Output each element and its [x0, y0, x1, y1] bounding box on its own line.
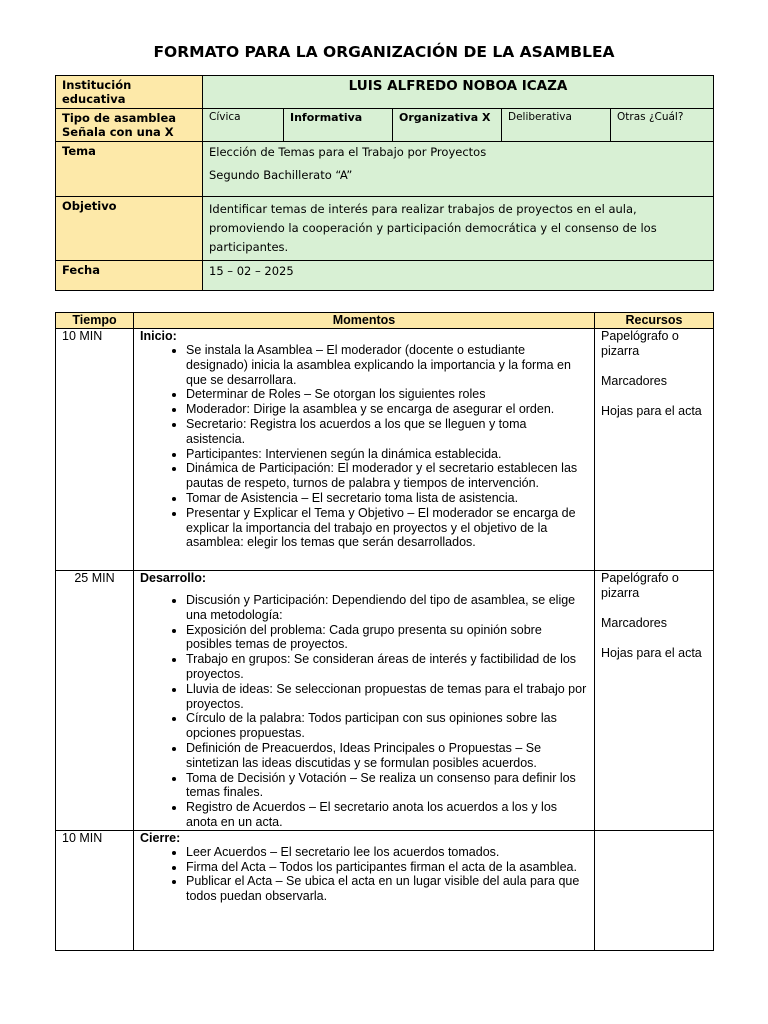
resource-item: Hojas para el acta	[601, 646, 702, 660]
list-item: • Publicar el Acta – Se ubica el acta en un lugar visible del aula para que todos puedan observarla.	[186, 874, 588, 904]
moments-cell	[134, 830, 595, 950]
header-moments: Momentos	[134, 313, 595, 329]
list-item: • Se instala la Asamblea – El moderador (docente o estudiante designado) inicia la asamblea explicando la importancia y la forma en que se desarrollara.	[186, 343, 588, 387]
resources-cell	[595, 329, 714, 571]
list-item: • Trabajo en grupos: Se consideran áreas de interés y factibilidad de los proyectos.	[186, 652, 588, 682]
resource-item: Papelógrafo o pizarra	[601, 571, 679, 600]
topic-line-2: Segundo Bachillerato “A”	[209, 168, 353, 182]
topic-line-1: Elección de Temas para el Trabajo por Proyectos	[209, 145, 487, 159]
header-resources: Recursos	[595, 313, 714, 329]
topic-label: Tema	[56, 142, 203, 197]
moment-heading: Cierre:	[140, 830, 181, 845]
list-item: • Discusión y Participación: Dependiendo del tipo de asamblea, se elige una metodología:	[186, 593, 588, 623]
list-item: • Dinámica de Participación: El moderador y el secretario establecen las pautas de respeto, turnos de palabra y tiempos de intervención.	[186, 461, 588, 491]
institution-value: LUIS ALFREDO NOBOA ICAZA	[203, 76, 714, 109]
date-value: 15 – 02 – 2025	[203, 261, 714, 291]
type-option-otras: Otras ¿Cuál?	[611, 109, 714, 142]
resource-item: Hojas para el acta	[601, 404, 702, 418]
moment-list	[140, 845, 588, 904]
list-item: • Secretario: Registra los acuerdos a los que se lleguen y toma asistencia.	[186, 417, 588, 447]
resources-cell	[595, 830, 714, 950]
type-option-deliberativa: Deliberativa	[502, 109, 611, 142]
assembly-info-table	[55, 75, 714, 291]
assembly-plan-table	[55, 312, 714, 951]
list-item: • Presentar y Explicar el Tema y Objetivo – El moderador se encarga de explicar la importancia del trabajo en proyectos y el objetivo de la asamblea: elegir los temas que serán desarrollados.	[186, 506, 588, 550]
moment-list	[140, 593, 588, 830]
resource-item: Marcadores	[601, 616, 667, 630]
list-item: • Registro de Acuerdos – El secretario anota los acuerdos a los y los anota en un acta.	[186, 800, 588, 830]
assembly-type-label-line2: Señala con una X	[62, 125, 174, 139]
list-item: • Círculo de la palabra: Todos participan con sus opiniones sobre las opciones propuestas.	[186, 711, 588, 741]
resource-item: Marcadores	[601, 374, 667, 388]
list-item: • Exposición del problema: Cada grupo presenta su opinión sobre posibles temas de proyectos.	[186, 623, 588, 653]
table-row	[56, 571, 714, 831]
list-item: • Leer Acuerdos – El secretario lee los acuerdos tomados.	[186, 845, 588, 860]
page-title: FORMATO PARA LA ORGANIZACIÓN DE LA ASAMBLEA	[153, 43, 615, 61]
type-option-civica: Cívica	[203, 109, 284, 142]
type-option-organizativa: Organizativa X	[393, 109, 502, 142]
assembly-type-label	[56, 109, 203, 142]
list-item: • Definición de Preacuerdos, Ideas Principales o Propuestas – Se sintetizan las ideas discutidas y se formulan posibles acuerdos.	[186, 741, 588, 771]
list-item: • Tomar de Asistencia – El secretario toma lista de asistencia.	[186, 491, 588, 506]
resources-cell	[595, 571, 714, 831]
moment-heading: Desarrollo:	[140, 571, 206, 585]
moments-cell	[134, 571, 595, 831]
list-item: • Lluvia de ideas: Se seleccionan propuestas de temas para el trabajo por proyectos.	[186, 682, 588, 712]
time-cell: 10 MIN	[56, 830, 134, 950]
list-item: • Moderador: Dirige la asamblea y se encarga de asegurar el orden.	[186, 402, 588, 417]
list-item: • Firma del Acta – Todos los participantes firman el acta de la asamblea.	[186, 860, 588, 875]
objective-label: Objetivo	[56, 197, 203, 261]
topic-value	[203, 142, 714, 197]
moment-list	[140, 343, 588, 550]
moments-cell	[134, 329, 595, 571]
date-label: Fecha	[56, 261, 203, 291]
list-item: • Toma de Decisión y Votación – Se realiza un consenso para definir los temas finales.	[186, 771, 588, 801]
assembly-type-label-line1: Tipo de asamblea	[62, 111, 177, 125]
table-row	[56, 830, 714, 950]
table-row	[56, 329, 714, 571]
header-time: Tiempo	[56, 313, 134, 329]
list-item: • Determinar de Roles – Se otorgan los siguientes roles	[186, 387, 588, 402]
time-cell: 25 MIN	[56, 571, 134, 831]
resource-item: Papelógrafo o pizarra	[601, 329, 679, 358]
moment-heading: Inicio:	[140, 329, 177, 343]
type-option-informativa: Informativa	[284, 109, 393, 142]
institution-label: Institución educativa	[56, 76, 203, 109]
list-item: • Participantes: Intervienen según la dinámica establecida.	[186, 447, 588, 462]
objective-value: Identificar temas de interés para realizar trabajos de proyectos en el aula, promoviendo la cooperación y participación democrática y el consenso de los participantes.	[203, 197, 714, 261]
time-cell: 10 MIN	[56, 329, 134, 571]
